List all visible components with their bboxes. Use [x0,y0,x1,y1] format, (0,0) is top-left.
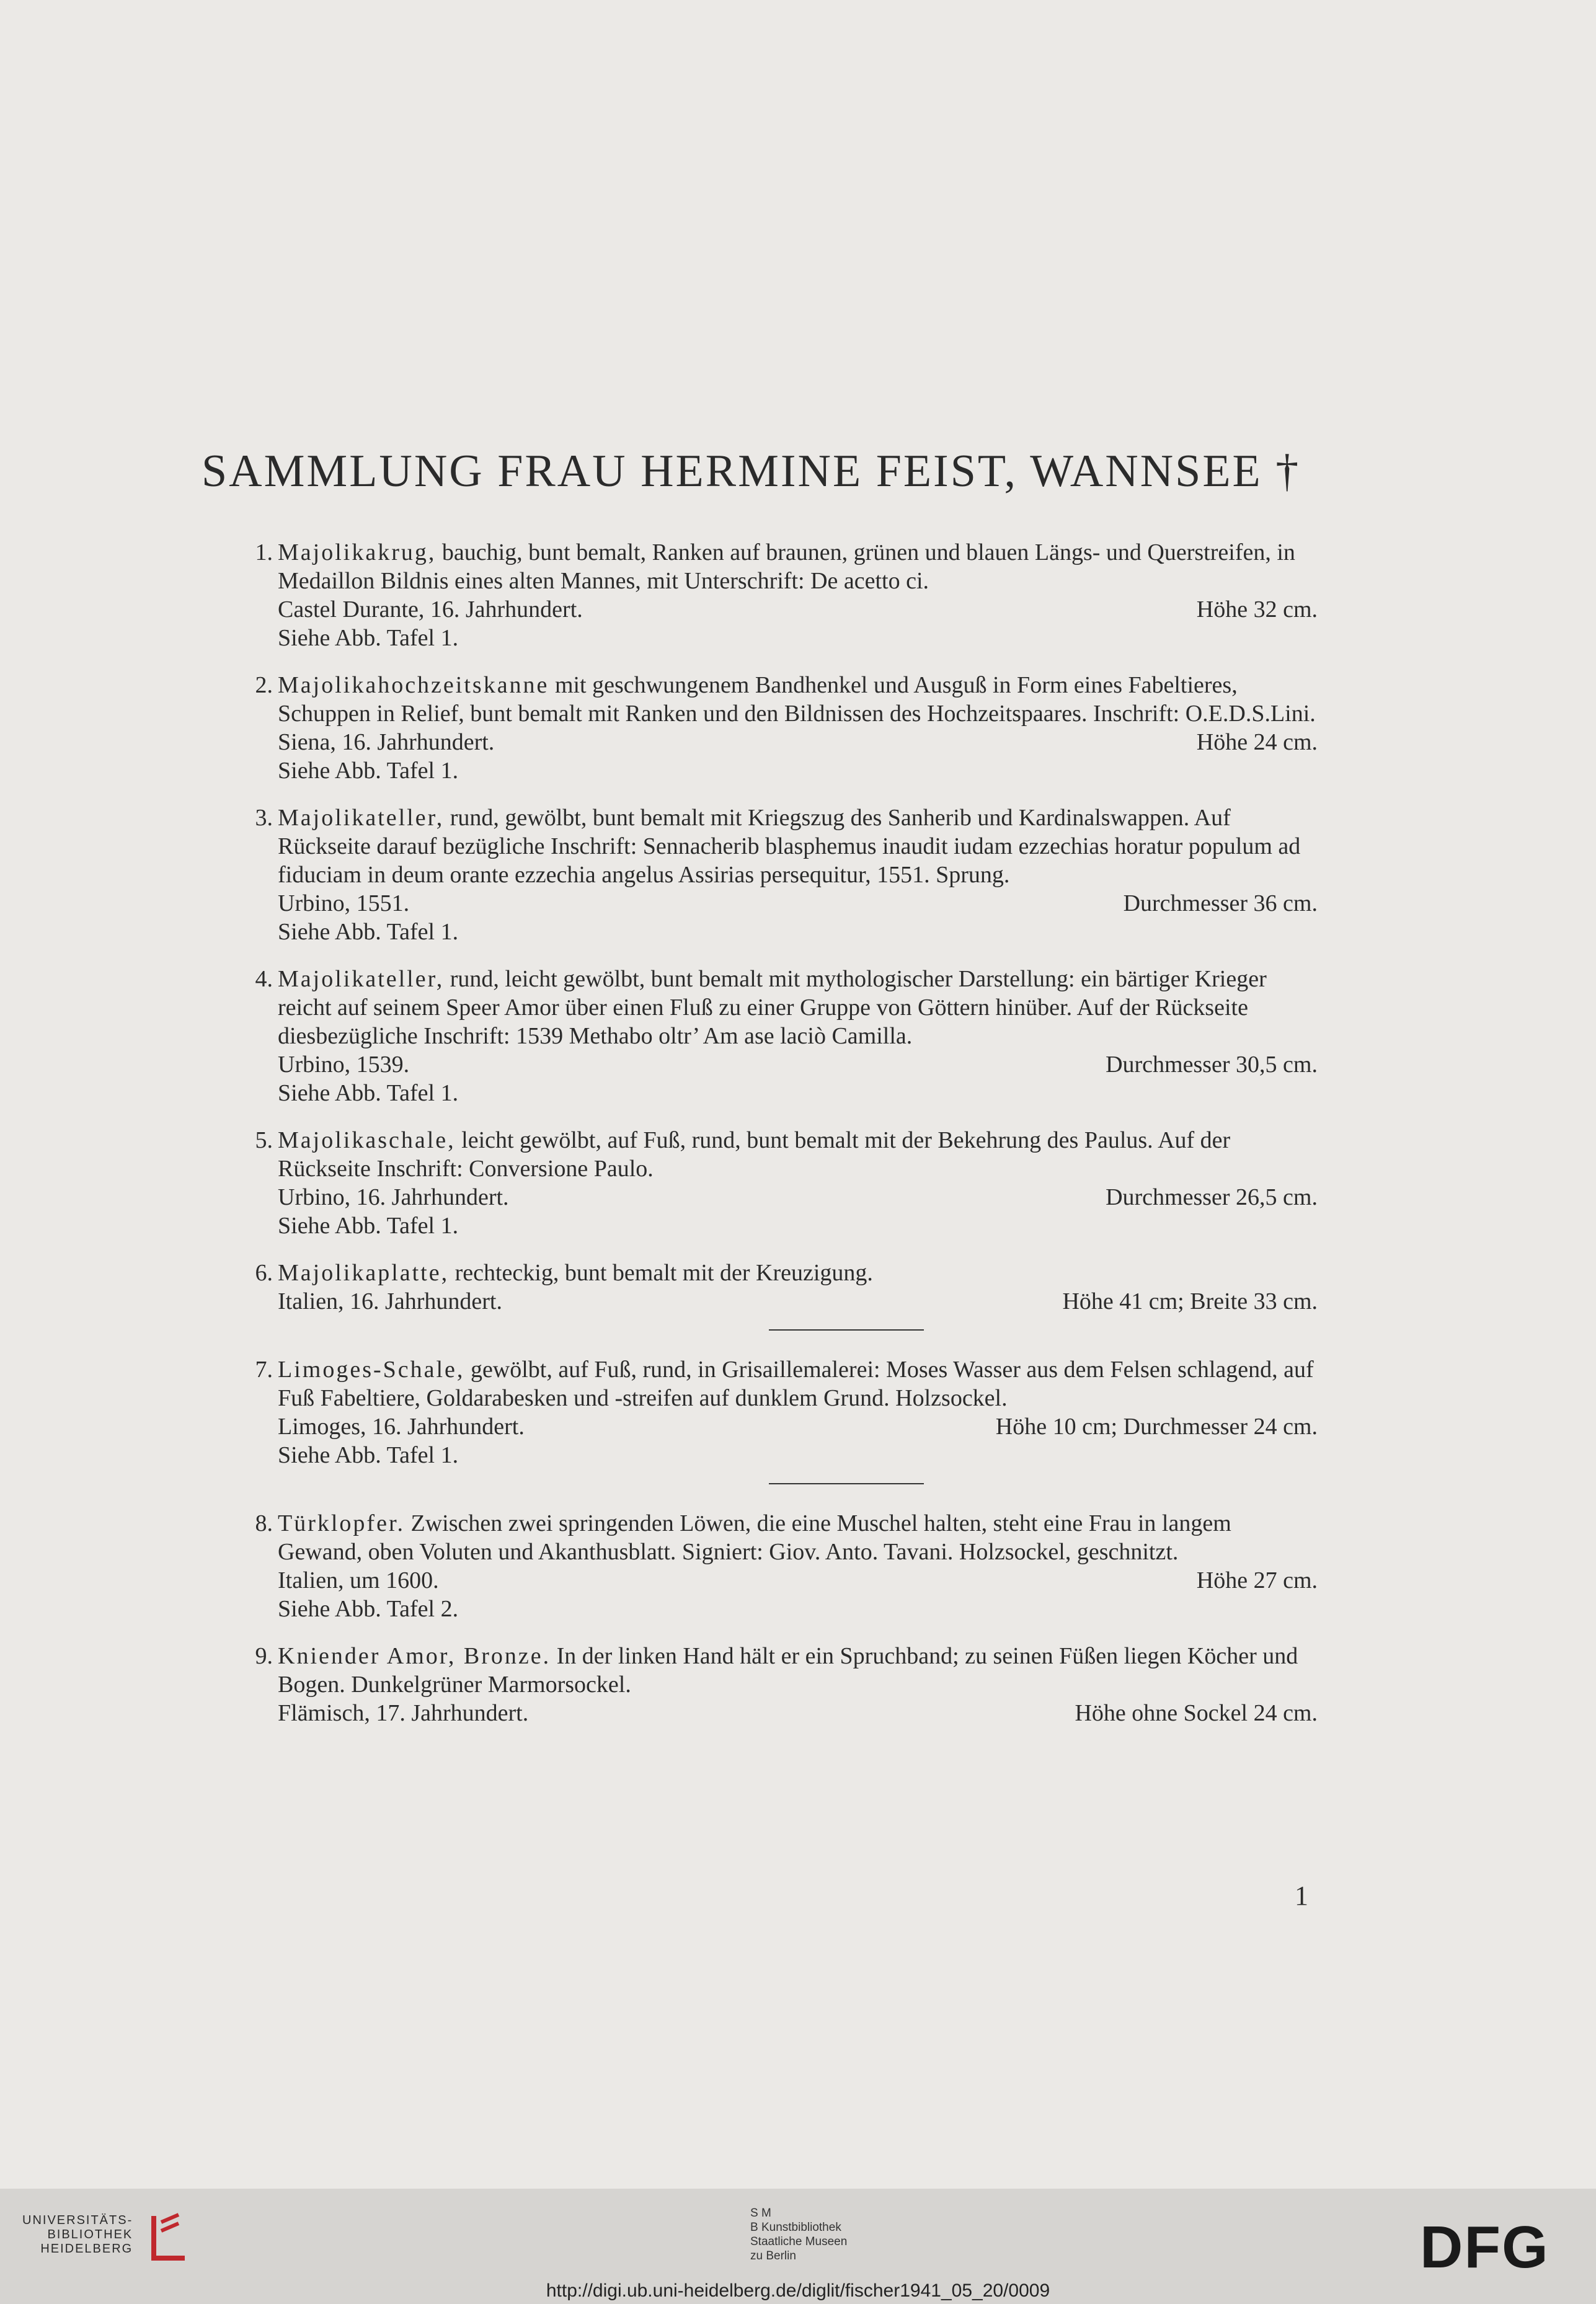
logo-text-line: UNIVERSITÄTS- [22,2213,133,2227]
logo-text-line: S M [750,2207,771,2220]
entry-measure: Höhe 24 cm. [1196,729,1318,755]
entry-ref: Siehe Abb. Tafel 1. [278,1213,459,1239]
entry-measure: Höhe 10 cm; Durchmesser 24 cm. [995,1414,1318,1440]
catalog-entry [236,671,1318,785]
entry-origin: Italien, 16. Jahrhundert. [278,1288,502,1314]
entry-origin: Urbino, 1539. [278,1052,410,1078]
entry-origin: Limoges, 16. Jahrhundert. [278,1414,525,1440]
permalink-url[interactable]: http://digi.ub.uni-heidelberg.de/diglit/fischer1941_05_20/0009 [546,2280,1050,2301]
entry-lead: Majolikakrug, [278,539,437,565]
entry-ref: Siehe Abb. Tafel 1. [278,625,459,651]
entry-text: mit geschwungenem Bandhenkel und Ausguß in Form eines Fabeltieres, Schuppen in Relief, bunt bemalt mit Ranken und den Bildnissen des Hochzeitspaares. Inschrift: O.E.D.S.Lini. [278,672,1316,727]
logo-text-line: Staatliche Museen [750,2235,848,2248]
entry-number: 1. [255,539,273,565]
entry-measure: Durchmesser 36 cm. [1123,890,1318,916]
catalog-entry [236,1259,1318,1316]
catalog-entry [236,1509,1318,1623]
entry-text: gewölbt, auf Fuß, rund, in Grisaillemalerei: Moses Wasser aus dem Felsen schlagend, auf Fuß Fabeltiere, Goldarabesken und -streifen auf dunklem Grund. Holzsockel. [278,1357,1314,1411]
entry-text: rechteckig, bunt bemalt mit der Kreuzigung. [449,1260,873,1286]
entry-measure: Durchmesser 26,5 cm. [1106,1184,1318,1210]
entry-measure: Höhe 27 cm. [1196,1567,1318,1593]
entry-number: 4. [255,966,273,992]
section-divider [769,1329,924,1331]
logo-text-line: HEIDELBERG [40,2242,133,2256]
entry-ref: Siehe Abb. Tafel 1. [278,1080,459,1106]
university-library-logo[interactable] [22,2213,133,2256]
entry-lead: Limoges-Schale, [278,1357,465,1383]
entry-origin: Italien, um 1600. [278,1567,439,1593]
entry-lead: Kniender Amor, Bronze. [278,1643,551,1669]
entry-measure: Durchmesser 30,5 cm. [1106,1052,1318,1078]
entry-lead: Türklopfer. [278,1510,406,1536]
catalog-entry [236,1126,1318,1240]
entry-origin: Siena, 16. Jahrhundert. [278,729,495,755]
entry-text: In der linken Hand hält er ein Spruchband; zu seinen Füßen liegen Köcher und Bogen. Dunkelgrüner Marmorsockel. [278,1643,1298,1698]
entry-ref: Siehe Abb. Tafel 2. [278,1596,459,1622]
catalog-entry [236,965,1318,1107]
entry-measure: Höhe 41 cm; Breite 33 cm. [1062,1288,1318,1314]
catalog-entry [236,804,1318,946]
entry-number: 9. [255,1643,273,1669]
entry-number: 7. [255,1357,273,1383]
museum-library-logo[interactable] [750,2206,847,2263]
catalog-entries [236,538,1318,1746]
library-emblem-icon [148,2210,191,2263]
entry-ref: Siehe Abb. Tafel 1. [278,1442,459,1468]
entry-origin: Urbino, 1551. [278,890,410,916]
entry-lead: Majolikahochzeitskanne [278,672,549,698]
entry-text: rund, leicht gewölbt, bunt bemalt mit mythologischer Darstellung: ein bärtiger Krieger reicht auf seinem Speer Amor über einen Fluß zu einer Gruppe von Göttern hinüber. Auf der Rückseite diesbezügliche Inschrift: 1539 Methabo oltr’ Am ase laciò Camilla. [278,966,1267,1049]
logo-text-line: zu Berlin [750,2249,796,2262]
logo-text-line: B Kunstbibliothek [750,2221,841,2234]
entry-measure: Höhe 32 cm. [1196,596,1318,623]
section-divider [769,1483,924,1484]
entry-lead: Majolikateller, [278,805,445,831]
logo-text-line: BIBLIOTHEK [47,2228,133,2241]
entry-measure: Höhe ohne Sockel 24 cm. [1075,1700,1318,1726]
entry-number: 6. [255,1260,273,1286]
entry-origin: Flämisch, 17. Jahrhundert. [278,1700,529,1726]
entry-text: Zwischen zwei springenden Löwen, die eine Muschel halten, steht eine Frau in langem Gewand, oben Voluten und Akanthusblatt. Signiert: Giov. Anto. Tavani. Holzsockel, geschnitzt. [278,1510,1231,1565]
entry-text: rund, gewölbt, bunt bemalt mit Kriegszug des Sanherib und Kardinalswappen. Auf Rückseite darauf bezügliche Inschrift: Sennacherib blasphemus inaudit iudam ezzechias horatur populum ad fiduciam in deum orante ezzechia angelus Assirias persequitur, 1551. Sprung. [278,805,1301,888]
entry-number: 3. [255,805,273,831]
entry-origin: Urbino, 16. Jahrhundert. [278,1184,509,1210]
entry-ref: Siehe Abb. Tafel 1. [278,919,459,945]
page-title: SAMMLUNG FRAU HERMINE FEIST, WANNSEE † [202,446,1301,497]
catalog-entry [236,1355,1318,1469]
viewer-footer [0,2189,1596,2304]
entry-number: 5. [255,1127,273,1153]
entry-text: bauchig, bunt bemalt, Ranken auf braunen, grünen und blauen Längs- und Querstreifen, in Medaillon Bildnis eines alten Mannes, mit Unterschrift: De acetto ci. [278,539,1295,594]
page-number: 1 [1295,1881,1308,1911]
entry-number: 2. [255,672,273,698]
entry-number: 8. [255,1510,273,1536]
entry-lead: Majolikateller, [278,966,445,992]
entry-lead: Majolikaschale, [278,1127,456,1153]
entry-origin: Castel Durante, 16. Jahrhundert. [278,596,583,623]
catalog-entry [236,538,1318,652]
entry-ref: Siehe Abb. Tafel 1. [278,758,459,784]
dfg-logo[interactable]: DFG [1420,2214,1549,2280]
entry-text: leicht gewölbt, auf Fuß, rund, bunt bemalt mit der Bekehrung des Paulus. Auf der Rückseite Inschrift: Conversione Paulo. [278,1127,1231,1182]
catalog-entry [236,1642,1318,1727]
entry-lead: Majolikaplatte, [278,1260,450,1286]
